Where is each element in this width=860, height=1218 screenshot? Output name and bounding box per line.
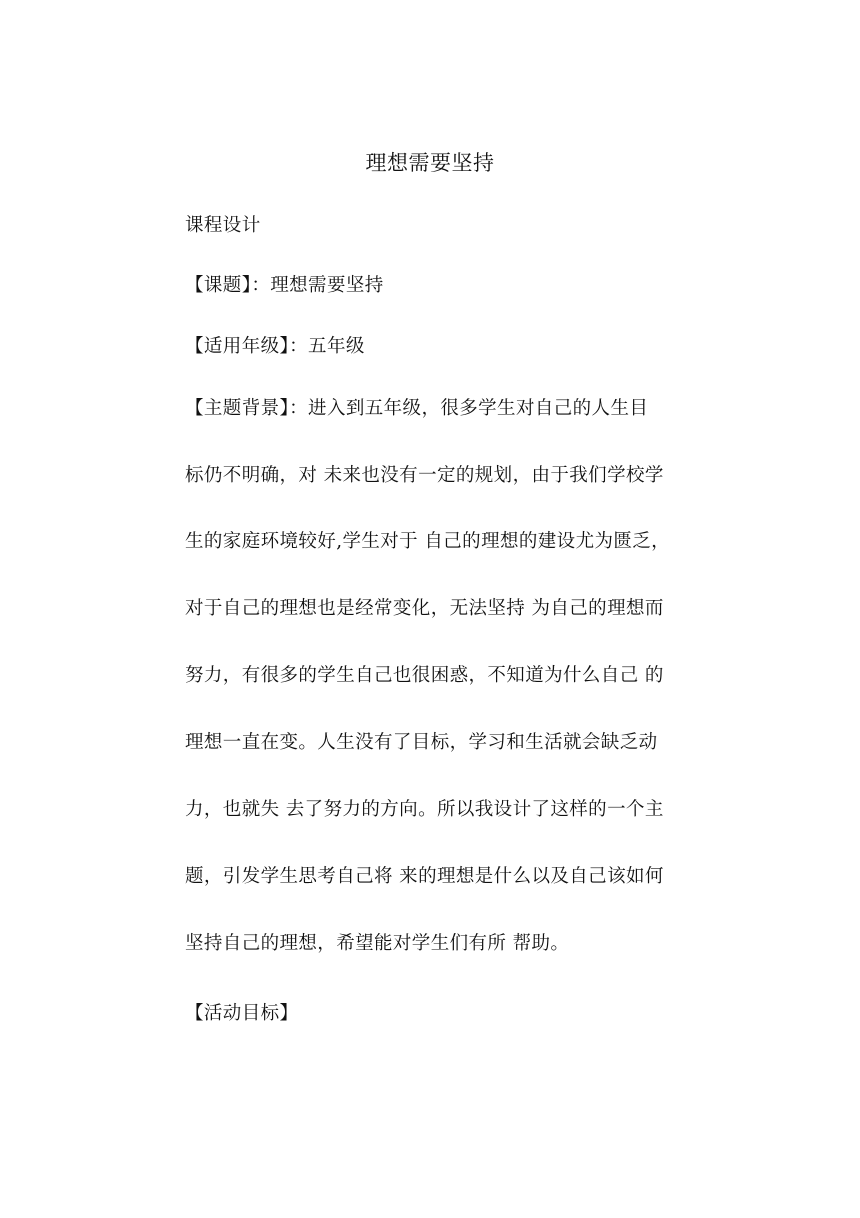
paragraph-line: 题，引发学生思考自己将 来的理想是什么以及自己该如何 xyxy=(185,866,664,887)
paragraph-line: 生的家庭环境较好,学生对于 自己的理想的建设尤为匮乏， xyxy=(185,531,671,552)
topic-line: 【课题】：理想需要坚持 xyxy=(185,275,384,296)
paragraph-line: 理想一直在变。人生没有了目标，学习和生活就会缺乏动 xyxy=(185,732,658,753)
document-title: 理想需要坚持 xyxy=(365,151,495,175)
section-heading: 课程设计 xyxy=(185,215,261,236)
grade-line: 【适用年级】：五年级 xyxy=(185,336,365,357)
paragraph-line: 标仍不明确，对 未来也没有一定的规划，由于我们学校学 xyxy=(185,465,664,486)
paragraph-line: 对于自己的理想也是经常变化，无法坚持 为自己的理想而 xyxy=(185,598,664,619)
paragraph-line: 力，也就失 去了努力的方向。所以我设计了这样的一个主 xyxy=(185,799,664,820)
paragraph-line: 努力，有很多的学生自己也很困惑，不知道为什么自己 的 xyxy=(185,665,664,686)
paragraph-line: 坚持自己的理想，希望能对学生们有所 帮助。 xyxy=(185,933,570,954)
goal-heading: 【活动目标】 xyxy=(185,1003,299,1024)
paragraph-line: 【主题背景】：进入到五年级，很多学生对自己的人生目 xyxy=(185,398,649,419)
